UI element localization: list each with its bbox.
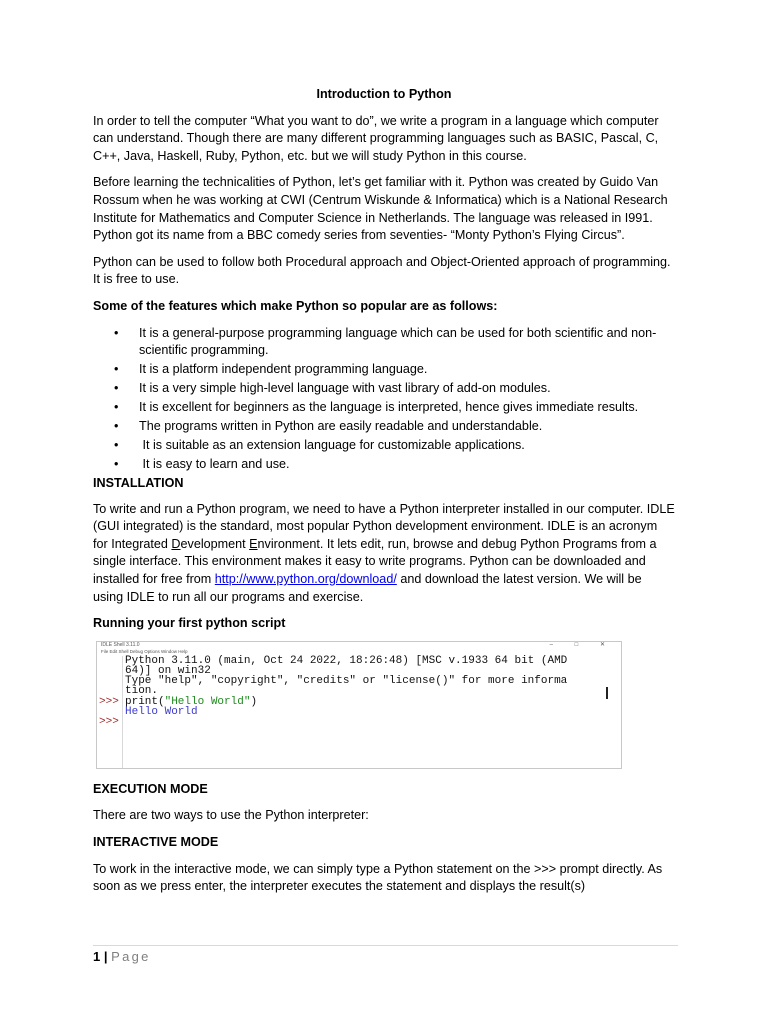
- shell-prompt: >>>: [99, 695, 119, 708]
- banner-line: Type "help", "copyright", "credits" or "license()" for more informa: [125, 675, 568, 688]
- execution-mode-text: There are two ways to use the Python interpreter:: [93, 808, 369, 823]
- page-number: 1: [93, 949, 101, 964]
- list-item: • It is excellent for beginners as the language is interpreted, hence gives immediate results.: [93, 399, 675, 417]
- installation-paragraph: To write and run a Python program, we need to have a Python interpreter installed in our computer. IDLE (GUI integrated) is the standard, most popular Python development environment. IDLE is an acronym for Integrated Development Environment. It lets edit, run, browse and debug Python Programs from a single interface. This environment makes it easy to write programs. Python can be downloaded and installed for free from http://www.python.org/download/ and download the latest version. We will be using IDLE to run all our programs and exercise.: [93, 501, 675, 604]
- shell-output: [125, 656, 567, 717]
- banner-line: tion.: [125, 685, 159, 698]
- banner-line: Python 3.11.0 (main, Oct 24 2022, 18:26:48) [MSC v.1933 64 bit (AMD: [125, 654, 568, 667]
- text-cursor-icon: [606, 687, 608, 699]
- intro-paragraph-2: Before learning the technicalities of Python, let’s get familiar with it. Python was created by Guido Van Rossum when he was working at CWI (Centrum Wiskunde & Informatica) which is a National Research Institute for Mathematics and Computer Science in Netherlands. The language was released in I991. Python got its name from a BBC comedy series from seventies- “Monty Python’s Flying Circus”.: [93, 175, 668, 243]
- bullet-icon: •: [114, 438, 119, 453]
- bullet-icon: •: [114, 381, 119, 396]
- command-line: print("Hello World"): [125, 695, 258, 708]
- bullet-icon: •: [114, 400, 119, 415]
- window-controls-icon: – □ ✕: [549, 641, 615, 648]
- page-separator: |: [100, 949, 112, 964]
- list-item: • It is suitable as an extension language for customizable applications.: [93, 437, 675, 455]
- idle-menubar: File Edit Shell Debug Options Window Help: [101, 648, 188, 654]
- idle-shell-screenshot: [96, 641, 622, 769]
- intro-paragraph-3: Python can be used to follow both Procedural approach and Object-Oriented approach of programming. It is free to use.: [93, 254, 671, 287]
- document-page: [93, 86, 675, 905]
- features-heading: Some of the features which make Python so popular are as follows:: [93, 298, 498, 313]
- list-item: • It is a platform independent programming language.: [93, 361, 675, 379]
- execution-mode-heading: EXECUTION MODE: [93, 781, 208, 796]
- document-title: Introduction to Python: [316, 87, 452, 101]
- bullet-icon: •: [114, 362, 119, 377]
- idle-titlebar: [97, 642, 621, 649]
- python-download-link[interactable]: http://www.python.org/download/: [214, 571, 397, 586]
- command-output: Hello World: [125, 705, 198, 718]
- list-item: • It is easy to learn and use.: [93, 456, 675, 474]
- intro-paragraph-1: In order to tell the computer “What you want to do”, we write a program in a language which computer can understand. Though there are many different programming languages such as BASIC, Pascal, C, C++, Java, Haskell, Ruby, Python, etc. but we will study Python in this course.: [93, 113, 659, 163]
- shell-prompt: >>>: [99, 715, 119, 728]
- first-script-heading: Running your first python script: [93, 616, 286, 631]
- list-item: • It is a very simple high-level language with vast library of add-on modules.: [93, 380, 675, 398]
- idle-window-title: IDLE Shell 3.11.0: [101, 641, 140, 648]
- interactive-mode-heading: INTERACTIVE MODE: [93, 834, 219, 849]
- features-list: [93, 325, 675, 474]
- prompt-gutter: [97, 656, 123, 768]
- banner-line: 64)] on win32: [125, 664, 211, 677]
- interactive-mode-text: To work in the interactive mode, we can simply type a Python statement on the >>> prompt directly. As soon as we press enter, the interpreter executes the statement and displays the result(s): [93, 861, 663, 894]
- page-footer: [93, 945, 678, 966]
- installation-heading: INSTALLATION: [93, 476, 184, 491]
- page-label: Page: [111, 949, 151, 964]
- bullet-icon: •: [114, 419, 119, 434]
- bullet-icon: •: [114, 325, 119, 340]
- list-item: • It is a general-purpose programming language which can be used for both scientific and non-scientific programming.: [114, 325, 657, 358]
- list-item: • The programs written in Python are easily readable and understandable.: [93, 418, 675, 436]
- bullet-icon: •: [114, 457, 119, 472]
